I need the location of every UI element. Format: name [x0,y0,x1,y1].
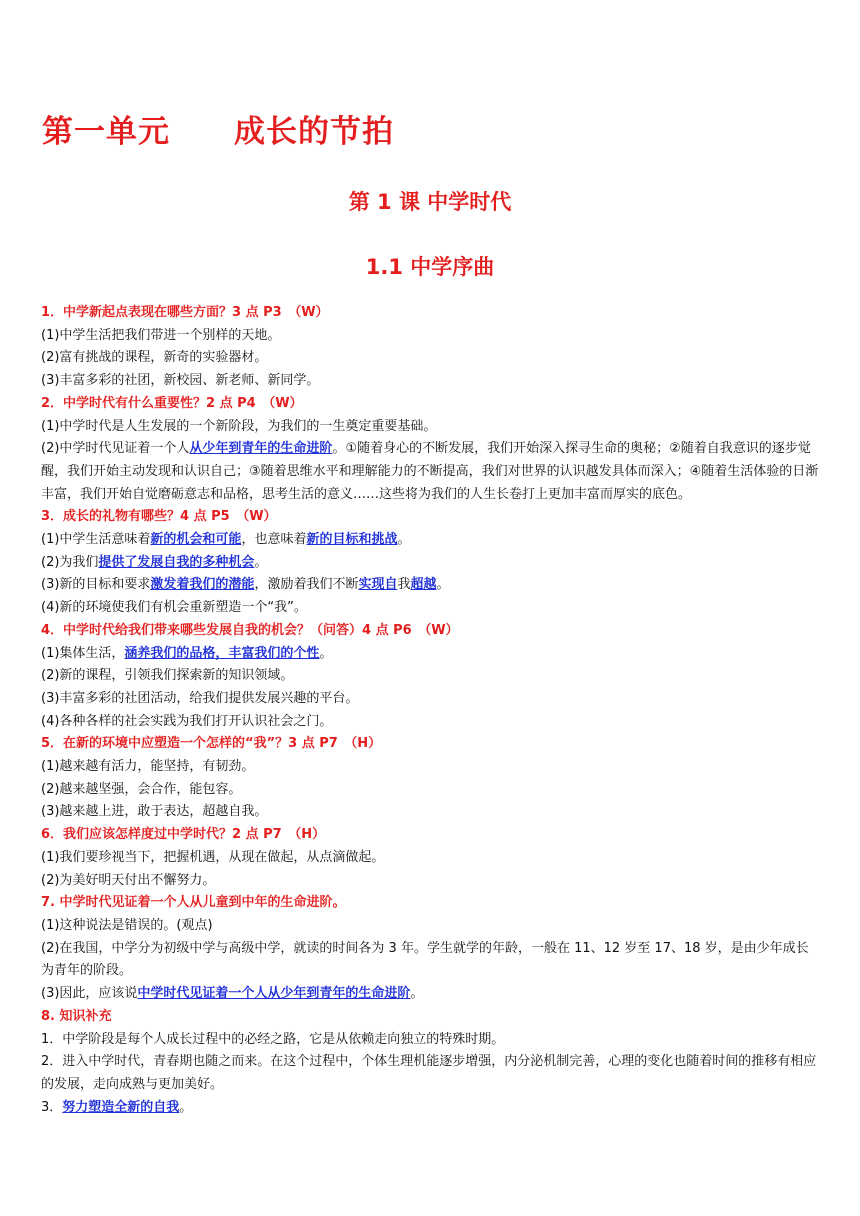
answer-text: (2)富有挑战的课程，新奇的实验器材。 [41,350,268,366]
unit-title: 第一单元 成长的节拍 [42,114,394,150]
answer-text: (1)我们要珍视当下，把握机遇，从现在做起，从点滴做起。 [41,849,385,865]
question-heading: 1．中学新起点表现在哪些方面？3 点 P3 （W） [41,305,329,320]
question-heading: 7. 中学时代见证着一个人从儿童到中年的生命进阶。 [41,895,346,911]
answer-text: (3)因此，应该说 [41,986,138,1002]
key-phrase: 实现自 [358,577,398,593]
answer-text: 。 [254,554,268,570]
answer-text: ，激励着我们不断 [254,577,359,593]
answer-line [41,347,821,370]
answer-text: (1)这种说法是错误的。(观点) [41,917,213,933]
answer-text: (2)中学时代见证着一个人 [41,441,190,457]
answer-line [41,1097,821,1120]
key-phrase: 新的机会和可能 [150,532,242,548]
answer-text: (3)丰富多彩的社团活动，给我们提供发展兴趣的平台。 [41,690,359,706]
answer-line [41,574,821,597]
question-heading: 3．成长的礼物有哪些？4 点 P5 （W） [41,509,277,525]
answer-text: 。 [410,986,424,1002]
answer-text: (3)越来越上进，敢于表达，超越自我。 [41,804,268,820]
answer-text: 。 [319,645,333,661]
answer-text: 我 [397,577,411,593]
answer-text: (3)新的目标和要求 [41,577,151,593]
answer-line [41,688,821,711]
answer-text: (4)新的环境使我们有机会重新塑造一个“我”。 [41,600,307,616]
answer-line [41,325,821,348]
answer-line [41,847,821,870]
answer-line [41,870,821,893]
key-phrase: 激发着我们的潜能 [150,577,255,593]
answer-text: (2)在我国，中学分为初级中学与高级中学，就读的时间各为 3 年。学生就学的年龄，一般在 11、12 岁至 17、18 岁，是由少年成长为青年的阶段。 [41,940,809,979]
answer-text: 。①随着身心的不断发展，我们开始深入探寻生命的奥秘；②随着自我意识的逐步觉醒，我们开始主动发现和认识自己；③随着思维水平和理解能力的不断提高，我们对世界的认识越发具体而深入；④随着生活体验的日渐丰富，我们开始自觉磨砺意志和品格，思考生活的意义……这些将为我们的人生长卷打上更加丰富而厚实的底色。 [41,441,819,502]
answer-text: 。 [179,1099,193,1115]
document-body [41,302,821,1119]
answer-text: (1)越来越有活力，能坚持，有韧劲。 [41,759,255,775]
key-phrase: 努力塑造全新的自我 [62,1099,180,1115]
answer-text: 2．进入中学时代，青春期也随之而来。在这个过程中，个体生理机能逐步增强，内分泌机制完善，心理的变化也随着时间的推移有相应的发展，走向成熟与更加美好。 [41,1054,817,1092]
key-phrase: 新的目标和挑战 [306,532,398,548]
answer-text: (2)新的课程，引领我们探索新的知识领域。 [41,668,294,684]
answer-line [41,915,821,938]
answer-line [41,665,821,688]
lesson-title: 第 1 课 中学时代 [348,190,512,214]
key-phrase: 涵养我们的品格，丰富我们的个性 [124,645,320,661]
answer-line [41,597,821,620]
answer-text: 。 [436,577,450,593]
answer-text: (1)中学生活把我们带进一个别样的天地。 [41,327,281,343]
question-heading: 4．中学时代给我们带来哪些发展自我的机会？（问答）4 点 P6 （W） [41,622,459,638]
answer-text: (2)为美好明天付出不懈努力。 [41,872,216,888]
answer-text: ，也意味着 [241,532,307,548]
question-heading: 6．我们应该怎样度过中学时代？2 点 P7 （H） [41,827,326,843]
answer-line [41,529,821,552]
answer-line [41,711,821,734]
answer-text: 3． [41,1099,63,1115]
question-heading: 8. 知识补充 [41,1008,112,1024]
answer-line [41,438,821,506]
answer-text: 。 [397,532,411,548]
answer-text: (1)集体生活， [41,645,125,661]
answer-text: (2)为我们 [41,554,99,570]
answer-line [41,643,821,666]
answer-line [41,756,821,779]
answer-line [41,370,821,393]
answer-line [41,552,821,575]
answer-line [41,983,821,1006]
answer-text: (3)丰富多彩的社团，新校园、新老师、新同学。 [41,373,320,389]
answer-line [41,416,821,439]
key-phrase: 提供了发展自我的多种机会 [98,554,255,570]
answer-line [41,779,821,802]
answer-line [41,1051,821,1096]
key-phrase: 中学时代见证着一个人从少年到青年的生命进阶 [137,986,411,1002]
answer-text: (4)各种各样的社会实践为我们打开认识社会之门。 [41,713,333,729]
section-title: 1.1 中学序曲 [365,255,495,279]
answer-line [41,938,821,983]
question-heading: 5．在新的环境中应塑造一个怎样的“我”？3 点 P7 （H） [41,736,382,752]
key-phrase: 超越 [410,577,437,593]
key-phrase: 从少年到青年的生命进阶 [189,441,333,457]
answer-text: (1)中学时代是人生发展的一个新阶段，为我们的一生奠定重要基础。 [41,418,437,434]
answer-text: (1)中学生活意味着 [41,532,151,548]
answer-text: 1．中学阶段是每个人成长过程中的必经之路，它是从依赖走向独立的特殊时期。 [41,1031,505,1047]
answer-line [41,801,821,824]
answer-text: (2)越来越坚强，会合作，能包容。 [41,781,242,797]
answer-line [41,1029,821,1052]
question-heading: 2．中学时代有什么重要性？2 点 P4 （W） [41,395,303,411]
